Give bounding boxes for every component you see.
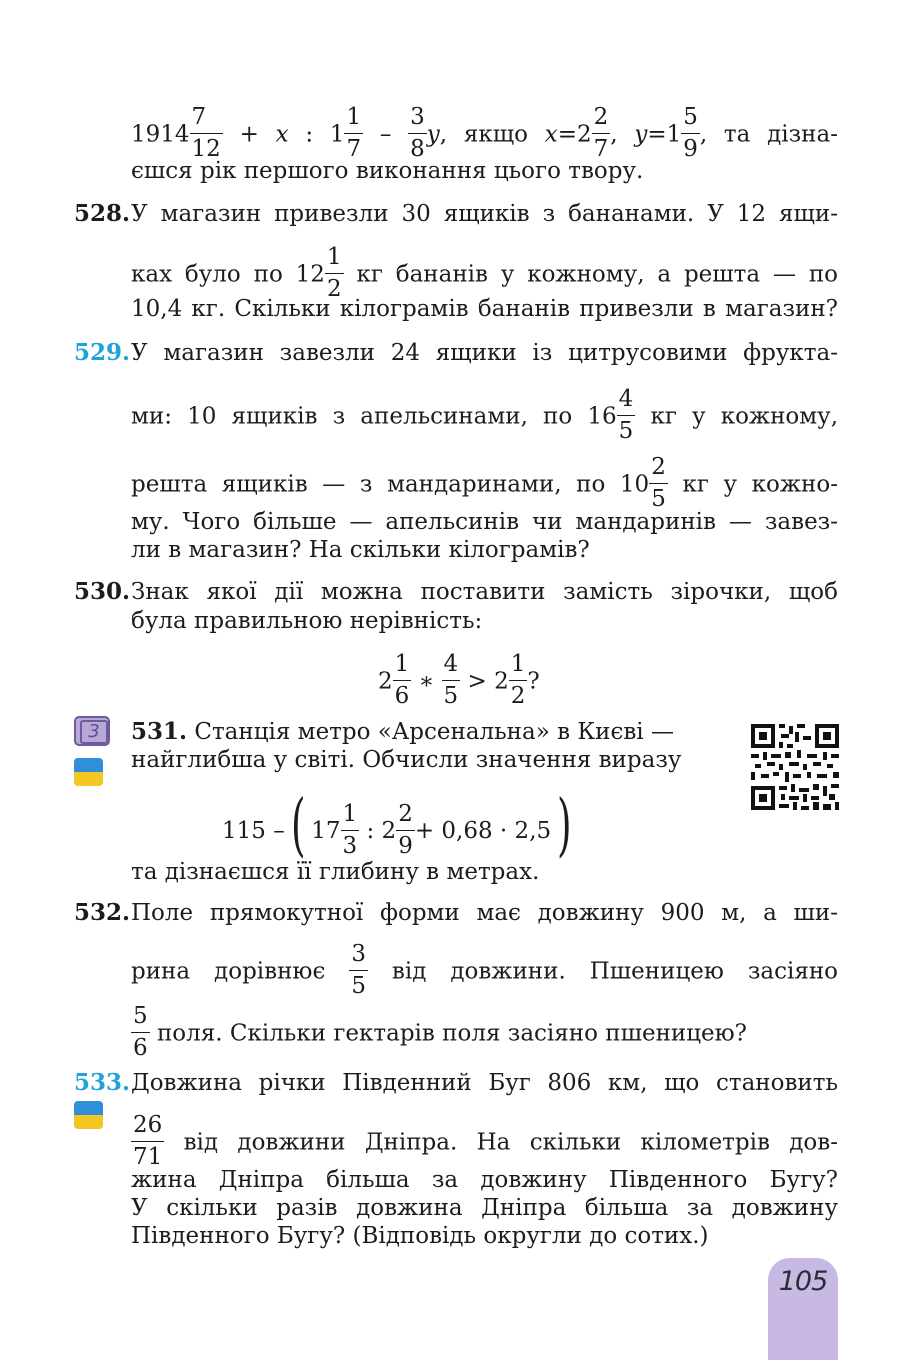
fraction: $\frac{1}{7}$	[346, 104, 362, 162]
fraction: $\frac{1}{2}$	[510, 651, 526, 709]
task-number-529: 529.	[74, 339, 131, 366]
fraction: $\frac{3}{8}$	[410, 104, 425, 162]
qr-code-icon[interactable]	[751, 724, 839, 810]
task528-line1: У магазин привезли 30 ящиків з бананами. У 12 ящи-	[131, 201, 838, 227]
task527-line1: 1914 $\frac{7}{12}$ + x : 1 $\frac{1}{7}$ – $\frac{3}{8}$ y, якщо x=2 $\frac{2}{7}$ , y=1 $\frac{5}{9}$ , та дізна-	[131, 104, 838, 162]
task529-line3: решта ящиків — з мандаринами, по 10 $\frac{2}{5}$ кг у кожно-	[131, 454, 838, 512]
task529-line1: У магазин завезли 24 ящики із цитрусовими фрукта-	[131, 340, 838, 366]
task-number-530: 530.	[74, 578, 131, 605]
fraction: $\frac{5}{9}$	[683, 104, 698, 162]
task531-line3: та дізнаєшся її глибину в метрах.	[131, 859, 540, 885]
task533-line3: жина Дніпра більша за довжину Південного Бугу?	[131, 1167, 838, 1193]
task528-line2: ках було по 12 $\frac{1}{2}$ кг бананів у кожному, а решта — по	[131, 244, 838, 302]
task528-line3: 10,4 кг. Скільки кілограмів бананів привезли в магазин?	[131, 296, 838, 322]
fraction: $\frac{7}{12}$	[191, 104, 221, 162]
fraction: $\frac{3}{5}$	[351, 941, 366, 999]
task532-line2: рина дорівнює $\frac{3}{5}$ від довжини. Пшеницею засіяно	[131, 941, 839, 999]
task529-line2: ми: 10 ящиків з апельсинами, по 16 $\frac{4}{5}$ кг у кожному,	[131, 386, 838, 444]
task533-line1: Довжина річки Південний Буг 806 км, що становить	[131, 1070, 838, 1096]
fraction: $\frac{26}{71}$	[133, 1112, 163, 1170]
task-number-533: 533.	[74, 1069, 131, 1096]
task532-line1: Поле прямокутної форми має довжину 900 м, а ши-	[131, 900, 838, 926]
fraction: $\frac{2}{9}$	[398, 800, 413, 859]
fraction: $\frac{4}{5}$	[618, 386, 634, 444]
level-3-badge-icon: 3	[74, 716, 110, 746]
task533-line4: У скільки разів довжина Дніпра більша за довжину	[131, 1195, 838, 1221]
task-number-528: 528.	[74, 200, 131, 227]
task531-line2: найглибша у світі. Обчисли значення виразу	[131, 747, 682, 773]
fraction: $\frac{4}{5}$	[443, 651, 459, 709]
task531-expression: 115 –( 17 $\frac{1}{3}$ : 2 $\frac{2}{9}$ + 0,68 · 2,5)	[222, 786, 572, 865]
page-number: 105	[778, 1266, 828, 1297]
fraction: $\frac{1}{2}$	[326, 244, 342, 302]
task-number-532: 532.	[74, 899, 131, 926]
task533-line2: $\frac{26}{71}$ від довжини Дніпра. На скільки кілометрів дов-	[133, 1112, 838, 1170]
task530-line2: була правильною нерівність:	[131, 608, 483, 634]
task529-line4: му. Чого більше — апельсинів чи мандаринів — завез-	[131, 509, 838, 535]
task531-line1: 531. Станція метро «Арсенальна» в Києві —	[131, 718, 674, 745]
ukraine-flag-icon	[74, 758, 103, 786]
fraction: $\frac{5}{6}$	[133, 1003, 148, 1061]
task529-line5: ли в магазин? На скільки кілограмів?	[131, 537, 590, 563]
fraction: $\frac{2}{7}$	[593, 104, 609, 162]
task533-line5: Південного Бугу? (Відповідь округли до сотих.)	[131, 1223, 709, 1249]
task-number-531: 531.	[131, 718, 188, 745]
task527-line2: єшся рік першого виконання цього твору.	[131, 158, 644, 184]
task530-inequality: 2 $\frac{1}{6}$ ∗ $\frac{4}{5}$ > 2 $\frac{1}{2}$ ?	[378, 651, 540, 709]
ukraine-flag-icon	[74, 1101, 103, 1129]
fraction: $\frac{1}{3}$	[342, 800, 358, 859]
fraction: $\frac{2}{5}$	[651, 454, 666, 512]
fraction: $\frac{1}{6}$	[394, 651, 410, 709]
task532-line3: $\frac{5}{6}$ поля. Скільки гектарів поля засіяно пшеницею?	[133, 1003, 748, 1061]
task530-line1: Знак якої дії можна поставити замість зірочки, щоб	[131, 579, 838, 605]
